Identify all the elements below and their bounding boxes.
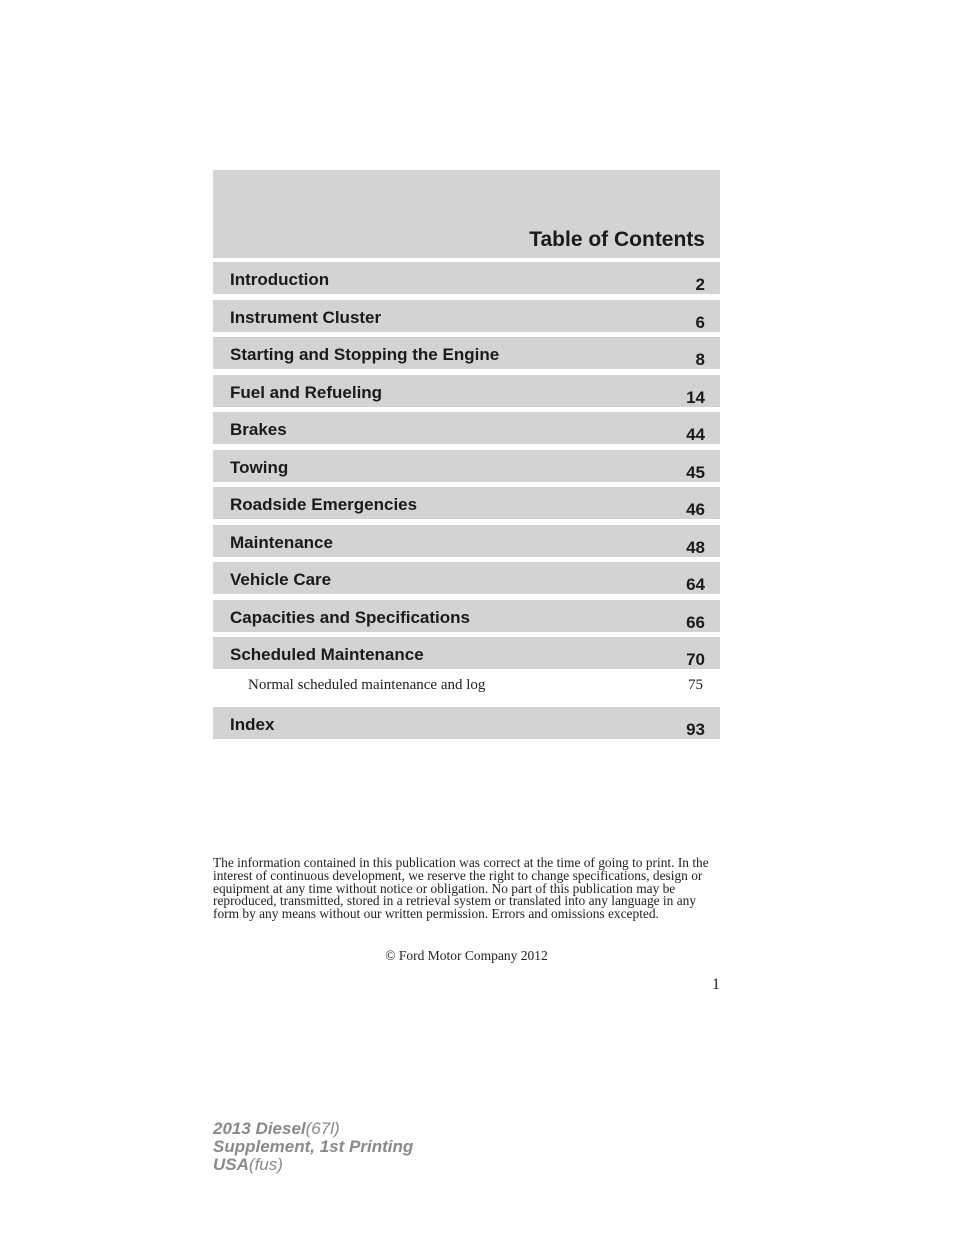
copyright-notice: © Ford Motor Company 2012 — [385, 948, 548, 963]
toc-entry-label: Scheduled Maintenance — [230, 645, 424, 664]
footer-line-model — [213, 1120, 413, 1138]
toc-sub-entry-label: Normal scheduled maintenance and log — [248, 676, 486, 693]
toc-entry-page: 48 — [686, 537, 705, 557]
toc-entry-label: Brakes — [230, 420, 287, 439]
toc-entry-label: Vehicle Care — [230, 570, 332, 589]
toc-entry-capacities-specifications[interactable] — [213, 600, 720, 632]
toc-entry-index[interactable] — [213, 707, 720, 739]
toc-entry-brakes[interactable] — [213, 412, 720, 444]
toc-entry-towing[interactable] — [213, 450, 720, 482]
toc-entry-page: 70 — [686, 650, 705, 669]
toc-entry-starting-stopping[interactable] — [213, 337, 720, 369]
toc-entry-page: 6 — [695, 312, 705, 332]
toc-entry-fuel-refueling[interactable] — [213, 375, 720, 407]
toc-entry-label: Index — [230, 714, 275, 734]
footer-market-code: (fus) — [248, 1155, 283, 1174]
toc-entry-page: 8 — [695, 350, 705, 369]
toc-entry-label: Instrument Cluster — [230, 307, 382, 327]
toc-entry-introduction[interactable] — [213, 262, 720, 294]
toc-entry-scheduled-maintenance[interactable] — [213, 637, 720, 669]
toc-sub-entry-page: 75 — [688, 676, 703, 693]
toc-entry-label: Capacities and Specifications — [230, 607, 470, 627]
toc-list — [213, 262, 720, 744]
footer-printing: Supplement, 1st Printing — [213, 1137, 414, 1156]
toc-entry-page: 66 — [686, 612, 705, 632]
toc-entry-page: 93 — [686, 719, 705, 739]
disclaimer-text: The information contained in this publication was correct at the time of going to print. In the interest of continuous development, we reserve the right to change specifications, design or equipment at any time without notice or obligation. No part of this publication may be reproduced, transmitted, stored in a retrieval system or translated into any language in any form by any means without our written permission. Errors and omissions excepted. — [213, 855, 709, 922]
toc-sub-entry-maintenance-log[interactable] — [213, 673, 720, 701]
toc-entry-maintenance[interactable] — [213, 525, 720, 557]
page-number: 1 — [712, 976, 720, 993]
toc-entry-label: Introduction — [230, 270, 330, 289]
footer-model: 2013 Diesel — [213, 1119, 306, 1138]
footer-line-market — [213, 1156, 413, 1174]
toc-header — [213, 170, 720, 258]
toc-entry-label: Starting and Stopping the Engine — [230, 345, 500, 364]
footer-market: USA — [213, 1155, 249, 1174]
toc-entry-label: Roadside Emergencies — [230, 495, 418, 514]
toc-entry-vehicle-care[interactable] — [213, 562, 720, 594]
toc-entry-page: 14 — [686, 387, 705, 407]
toc-entry-label: Towing — [230, 457, 289, 477]
toc-entry-page: 46 — [686, 500, 705, 519]
toc-entry-page: 64 — [686, 575, 705, 594]
toc-entry-page: 44 — [686, 425, 705, 444]
footer-model-code: (67l) — [305, 1119, 340, 1138]
toc-entry-label: Maintenance — [230, 532, 333, 552]
toc-entry-page: 45 — [686, 462, 705, 482]
toc-entry-instrument-cluster[interactable] — [213, 300, 720, 332]
toc-entry-label: Fuel and Refueling — [230, 382, 383, 402]
toc-entry-roadside-emergencies[interactable] — [213, 487, 720, 519]
edition-footer — [213, 1120, 413, 1174]
toc-entry-page: 2 — [695, 275, 705, 294]
page-title: Table of Contents — [529, 228, 705, 251]
